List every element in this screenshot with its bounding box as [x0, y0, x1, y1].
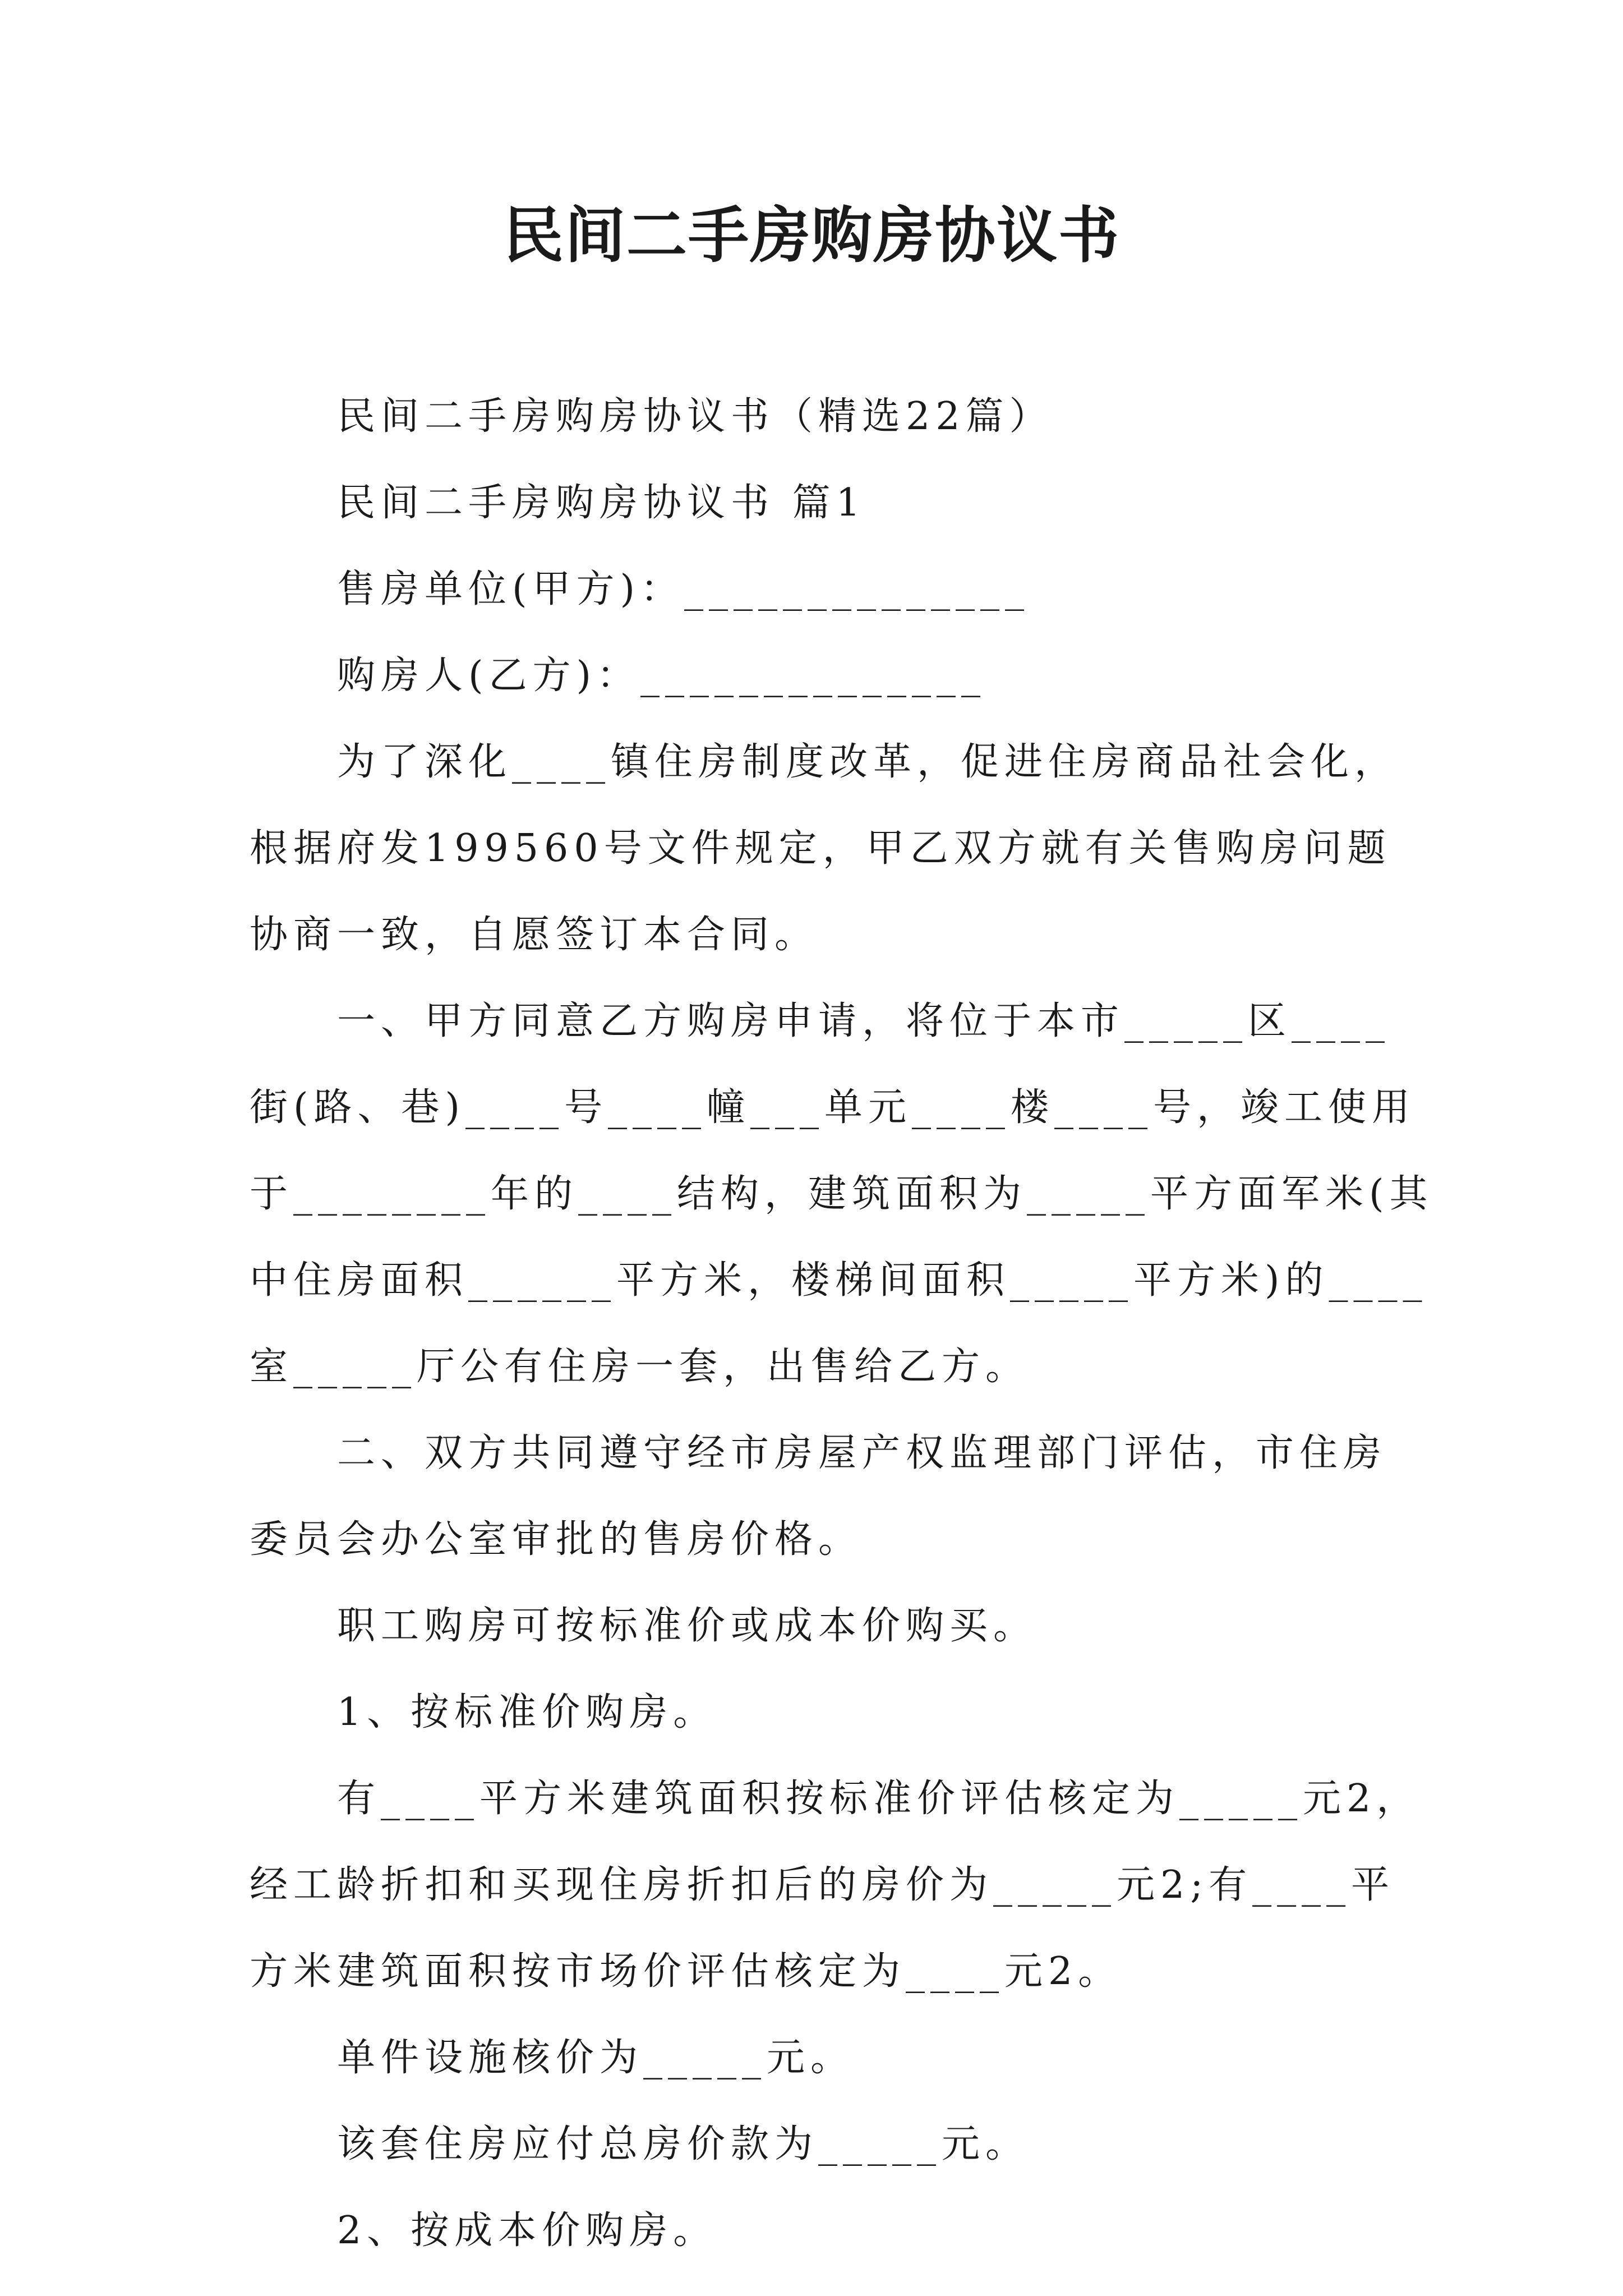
paragraph-line: 协商一致，自愿签订本合同。	[250, 913, 819, 957]
paragraph-line: 经工龄折扣和买现住房折扣后的房价为_____元2;有____平	[250, 1863, 1395, 1907]
seller-field: 售房单位(甲方)：______________	[337, 567, 1030, 611]
paragraph-line: 职工购房可按标准价或成本价购买。	[337, 1604, 1038, 1648]
paragraph-line: 街(路、巷)____号____幢___单元____楼____号，竣工使用	[250, 1085, 1416, 1130]
document-body	[250, 374, 1433, 2274]
paragraph-line: 2、按成本价购房。	[337, 2208, 717, 2253]
paragraph-line: 根据府发199560号文件规定，甲乙双方就有关售购房问题	[250, 826, 1391, 871]
paragraph-line: 于________年的____结构，建筑面积为_____平方面军米(其	[250, 1172, 1433, 1216]
paragraph-line: 委员会办公室审批的售房价格。	[250, 1517, 863, 1562]
paragraph-line: 方米建筑面积按市场价评估核定为____元2。	[250, 1949, 1122, 1994]
paragraph-line: 室_____厅公有住房一套，出售给乙方。	[250, 1345, 1030, 1389]
paragraph-line: 为了深化____镇住房制度改革，促进住房商品社会化，	[337, 740, 1399, 784]
paragraph-line: 有____平方米建筑面积按标准价评估核定为_____元2，	[337, 1777, 1421, 1821]
subtitle-line: 民间二手房购房协议书（精选22篇）	[337, 394, 1053, 439]
document-title: 民间二手房购房协议书	[502, 200, 1120, 271]
paragraph-line: 一、甲方同意乙方购房申请，将位于本市_____区____	[337, 999, 1391, 1043]
buyer-field: 购房人(乙方)：______________	[337, 654, 986, 698]
section-heading: 民间二手房购房协议书 篇1	[337, 481, 866, 525]
paragraph-line: 单件设施核价为_____元。	[337, 2036, 855, 2080]
paragraph-line: 该套住房应付总房价款为_____元。	[337, 2122, 1030, 2166]
paragraph-line: 二、双方共同遵守经市房屋产权监理部门评估，市住房	[337, 1431, 1387, 1475]
paragraph-line: 中住房面积______平方米，楼梯间面积_____平方米)的____	[250, 1258, 1428, 1303]
paragraph-line: 1、按标准价购房。	[337, 1690, 717, 1734]
